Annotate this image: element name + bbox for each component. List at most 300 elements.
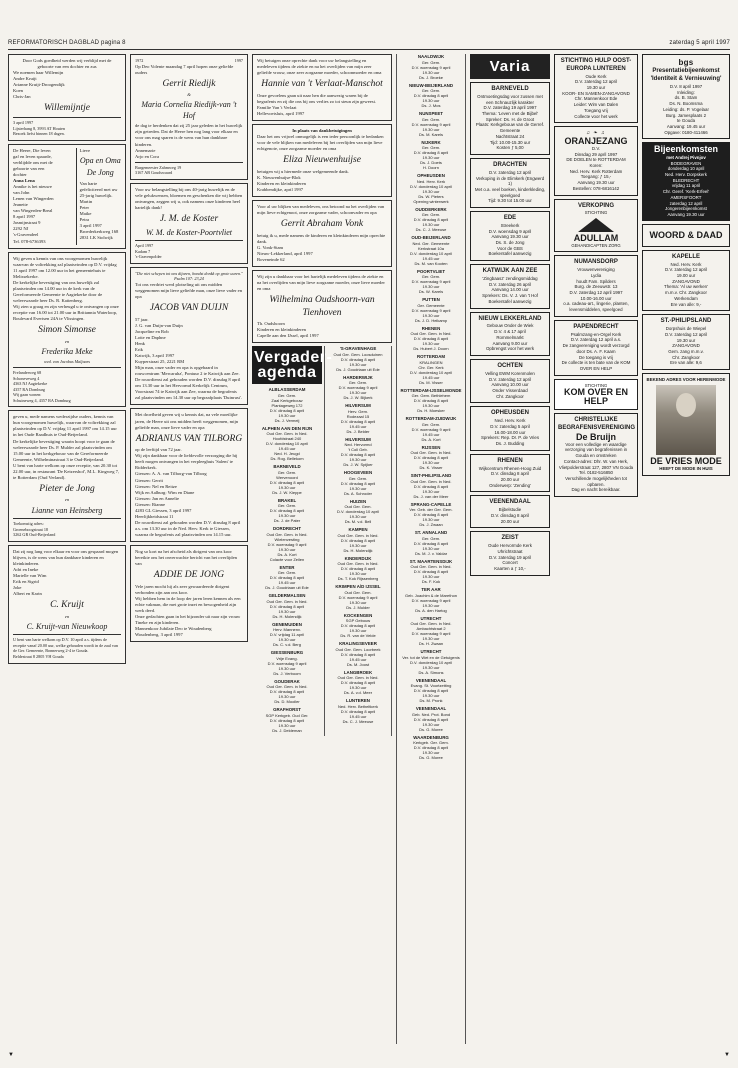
- agenda-entry: [327, 499, 389, 525]
- varia-ad: [470, 359, 550, 403]
- ad-line: ZANGAVOND: [672, 343, 700, 349]
- ad-heading: PAPENDRECHT: [573, 323, 619, 330]
- ad-line: D.V. zaterdag 12 april: [664, 331, 708, 337]
- agenda-place: NIEUW-BEIJERLAND: [408, 82, 454, 88]
- ad-line: BODEGRAVEN: [670, 160, 702, 166]
- agenda-entry: [399, 502, 463, 528]
- agenda-detail: Ger. Gem.: [277, 469, 297, 475]
- agenda-detail: 19.30 uur: [422, 721, 440, 727]
- notice-body: Hellevoetsluis, april 1997: [257, 110, 305, 116]
- notice-body: Daar het ons vrijwel onmogelijk is een ieder persoonlijk te bedanken voor de vele blijken van medeleven bij het overlijden van mijn lieve echtgenote, onze zorgzame moeder en oma: [257, 134, 384, 152]
- agenda-detail: Ds. H. Zwaan: [418, 641, 444, 646]
- agenda-detail: D.V. donderdag 10 april: [410, 369, 452, 375]
- notice-body: J. G. van Duijn-van Duijn: [135, 322, 183, 328]
- agenda-detail: Ger. Gem.: [421, 116, 441, 122]
- ad-line: te Gouda: [676, 118, 696, 124]
- notice-divider: [13, 634, 121, 635]
- notice-right: [76, 148, 121, 245]
- agenda-place: UTRECHT: [420, 649, 442, 654]
- agenda-entry: [399, 530, 463, 556]
- ad-line: Bestellen: 078-6816142: [572, 185, 620, 191]
- agenda-detail: Ds. J. W. Bijkerk: [343, 395, 373, 401]
- agenda-entry: [399, 735, 463, 761]
- agenda-detail: D.V. dinsdag 8 april: [340, 566, 376, 572]
- varia-ad-line: D.V. woensdag 9 april: [488, 228, 532, 234]
- varia-ad-line: Opbrengst voor het werk: [485, 346, 535, 352]
- ad-line: Ds. N. Boomsma: [669, 101, 703, 107]
- notice-body: Voor uw belangstelling bij ons 40-jarig huwelijk en de vele gelukwensen, bloemen en geschenken die wij hebben ontvangen, zeggen wij u, ook namens onze kinderen heel hartelijk dank!: [135, 186, 243, 211]
- notice-split: [13, 148, 121, 245]
- agenda-detail: Ds. J. Mos: [421, 103, 441, 108]
- agenda-detail: D.V. dinsdag 8 april: [413, 455, 449, 460]
- varia-ad-line: D.V. zaterdag 26 april: [488, 281, 532, 287]
- ad-line: Opgave: 0180-411466: [664, 129, 708, 135]
- agenda-detail: 19.45 uur: [349, 656, 367, 662]
- agenda-detail: 19.45 uur: [278, 580, 296, 586]
- agenda-detail: Ds. C. v.d. Berg: [273, 642, 301, 648]
- agenda-detail: Ds. J. Zwaan: [419, 522, 443, 527]
- notice-divider: [13, 367, 121, 368]
- agenda-detail: Ds. M. v.d. Bell: [344, 519, 372, 525]
- notice-body: Voor al uw blijken van medeleven, ons betoond na het overlijden van mijn lieve echtgenoot, onze zorgzame vader, schoonvader en opa: [257, 204, 385, 216]
- col2-notice: [130, 408, 248, 542]
- agenda-detail: Ds. M. J. v. Valdar: [414, 550, 448, 556]
- agenda-detail: Ned. Ger. Gemeente: [412, 240, 450, 246]
- varia-ad-line: Rommelmarkt: [496, 334, 524, 340]
- agenda-detail: 19.30 uur: [349, 361, 367, 367]
- agenda-entry: [252, 593, 322, 619]
- agenda-detail: 19.30 uur: [422, 750, 440, 755]
- varia-ad: [470, 406, 550, 450]
- varia-ad-place: ZEIST: [501, 535, 519, 542]
- agenda-detail: Ds. J. Belder: [346, 428, 370, 434]
- notice-body: Andre Kruijt: [13, 76, 37, 82]
- notice-name: Gerrit Riedijk: [162, 78, 216, 89]
- agenda-entry: [327, 698, 389, 724]
- agenda-detail: Ger. Gem.: [421, 88, 441, 93]
- agenda-place: GOUDERAK: [274, 678, 300, 684]
- agenda-entry: [399, 269, 463, 295]
- col1-notice: [8, 54, 126, 141]
- agenda-detail: D.V. dinsdag 8 april: [413, 398, 449, 403]
- notice-quote: "Die niet schepen tot ons dijaren, hondst donkk op grote uuren.": [135, 270, 243, 276]
- agenda-detail: Ds. M. Joost: [346, 661, 370, 667]
- varia-ad-line: Gebouw Onder de Wiek: [486, 323, 534, 329]
- varia-ad-line: D.V. zaterdag 12 april: [488, 376, 532, 382]
- agenda-entry: [252, 650, 322, 676]
- ad-line: Vrouwenvereniging: [577, 267, 615, 273]
- notice-footer: 3167 AB Goudswaard: [135, 170, 173, 176]
- notice-body: Kinderen en kleinkinderen: [257, 327, 306, 333]
- agenda-detail: 19.45 uur: [422, 255, 440, 261]
- ad-herenmode: [642, 373, 730, 475]
- agenda-place: SPRANG-CAPELLE: [410, 501, 452, 507]
- notice-divider: [135, 162, 243, 163]
- notice-body: Marielle van Wim: [13, 572, 47, 578]
- agenda-detail: Ds. J. Goudriaan uit Ede: [265, 585, 309, 591]
- agenda-place: ROTTERDAM-ZUIDWIJK: [405, 416, 457, 421]
- masthead-date: zaterdag 5 april 1997: [669, 40, 730, 46]
- agenda-entry: [327, 556, 389, 582]
- notice-body: Giessen: Rianne: [135, 501, 165, 507]
- ad-brand: De Bruijn: [575, 431, 616, 442]
- agenda-place: LANGBROEK: [343, 669, 373, 675]
- agenda-detail: D.V. dinsdag 8 april: [340, 480, 376, 486]
- notice-body: Katwijk, 3 april 1997: [135, 352, 175, 358]
- notice-footer: Schoneveweg 4: [13, 375, 40, 381]
- ad-line: Dinsdag 29 april 1997: [574, 151, 618, 157]
- ad-line: donderdag 10 april: [667, 166, 705, 172]
- notice-footer: Beldestraat 8 2805 VH Gouda: [13, 654, 64, 660]
- agenda-detail: Ver. Geb. der Ger. Gem.: [409, 507, 453, 512]
- agenda-detail: Ger. Gem.: [421, 535, 441, 541]
- varia-ad: [470, 531, 550, 575]
- agenda-place: KRIMPEN A/D IJSSEL: [335, 584, 381, 590]
- masthead-left: REFORMATORISCH DAGBLAD pagina 8: [8, 40, 126, 46]
- notice-body: Boveneinde 62: [257, 256, 285, 262]
- agenda-detail: Ned. Herv. Betheltkerk: [338, 703, 378, 709]
- agenda-detail: D.V. woensdag 9 april: [411, 279, 451, 284]
- agenda-detail: D.V. dinsdag 8 april: [413, 483, 449, 489]
- notice-right-line: Maike: [79, 211, 92, 217]
- agenda-place: LUNTEREN: [346, 698, 370, 704]
- agenda-entry: [252, 464, 322, 495]
- agenda-detail: Oud Ger. Gem. in Ned.: [266, 531, 308, 537]
- agenda-detail: Ds. A. Simons: [418, 669, 444, 675]
- agenda-detail: Ds. J. Goudriaan uit Ede: [336, 366, 380, 372]
- ad-line: Ere van alle: 9,-: [670, 301, 702, 307]
- varia-ad-line: Aanvang 19.30 uur: [491, 234, 529, 240]
- notice-footer: Groeneboogstraat 18: [13, 526, 49, 532]
- ad-dark: [642, 142, 730, 220]
- ad-line: Burg. de Zeeuwstr. 13: [574, 284, 618, 290]
- agenda-detail: 19.30 uur: [278, 722, 296, 728]
- agenda-place: OUDDERKERK: [415, 206, 447, 212]
- notice-footer: April 1997: [135, 243, 154, 249]
- agenda-place: KRALINGSEVEER: [339, 641, 377, 647]
- agenda-entry: [327, 403, 389, 434]
- ad-line: Psalmzang-en-Orgel Kerk: [570, 331, 622, 337]
- notice-body: Lotte en Daphne: [135, 334, 166, 340]
- agenda-detail: Geb. Ned. Prot. Bond: [411, 711, 451, 717]
- varia-ad-line: D.V. 4 & 17 april: [494, 329, 526, 335]
- notice-body: Capelle aan den IJssel, april 1997: [257, 333, 319, 339]
- notice-name: Willemijntje: [44, 103, 90, 114]
- agenda-detail: Oud Ger. Gem. in Ned.: [337, 675, 379, 681]
- column-6: [554, 54, 638, 1044]
- varia-ad-line: Tijd: 10.00-15.30 uur: [489, 139, 531, 145]
- notice-body: Adri en Ineke: [13, 566, 39, 572]
- agenda-place: GELDERMALSEN: [268, 593, 306, 599]
- bgs-logo: bgs: [678, 58, 694, 67]
- notice-body: Nieuw-Lekkerland, april 1997: [257, 250, 313, 256]
- varia-ad-place: RHENEN: [497, 457, 523, 464]
- varia-ad-line: Tijd: 9.30 tot 15.00 uur: [488, 198, 532, 204]
- agenda-entry: [399, 706, 463, 732]
- agenda-detail: SGP Kerkgeb. Oud Ger.: [265, 712, 309, 718]
- agenda-detail: Ds. J. Vermeij: [274, 417, 300, 423]
- agenda-entry: [252, 387, 322, 423]
- agenda-detail: Ds. A. den Hartog: [415, 607, 447, 613]
- notice-name: Wilhelmina Oudshoorn-van Tienhoven: [269, 295, 375, 318]
- notice-footer: Schuineweg 4, 4357 RA Domburg: [13, 397, 71, 403]
- agenda-detail: D.V. dinsdag 8 april: [413, 512, 449, 517]
- notice-footer: Frelanderweg 68: [13, 369, 42, 375]
- agenda-place: HUIZEN: [349, 498, 367, 504]
- notice-body: 57 jaar.: [135, 316, 149, 322]
- agenda-detail: 19.30 uur: [422, 693, 440, 698]
- notice-body: Met droefheid geven wij u kennis dat, na vele moeilijke jaren, de Heere uit ons midden heeft weggenomen, mijn geliefde man, onze lieve vader en opa: [135, 412, 239, 430]
- agenda-detail: Ds. Rog. Bellekom: [270, 456, 304, 462]
- agenda-block: [252, 346, 392, 736]
- ad-plain: [554, 255, 638, 317]
- varia-ad-line: D.V. zaterdag 19 april: [488, 554, 532, 560]
- notice-footer: 3 april 1997: [13, 119, 34, 125]
- agenda-entry: [399, 559, 463, 585]
- agenda-detail: 19.30 uur: [349, 571, 367, 577]
- ad-line: Chr. Geref. 'Kerk-Erfeel': [662, 189, 710, 195]
- agenda-detail: Ger. Gem.: [421, 421, 441, 427]
- ad-line: Contact-adres: Dhr. W. van Herk,: [563, 458, 629, 464]
- agenda-place: ST. ANNALAND: [414, 530, 448, 535]
- notice-footer: Bezoek liefst binnen 18 dagen.: [13, 131, 65, 137]
- agenda-detail: Ned. Herv. Kerk: [416, 178, 446, 184]
- notice-footer: U bent van harte welkom op D.V. 10 april a.s. tijdens de receptie vanaf 20.00 uur, welke gehouden wordt in de zaal van de Ger. Gemeente, Bonnerweg 2-4 te Gouda.: [13, 637, 118, 654]
- agenda-detail: 19.30 uur: [422, 488, 440, 494]
- notice-body: Joke: [13, 585, 22, 591]
- varia-ad-line: Bijbelstudie: [498, 507, 522, 513]
- ad-tagline: GEHANDICAPTEN ZORG: [571, 242, 621, 248]
- notice-name: ADRIANUS VAN TILBORG: [135, 433, 243, 444]
- agenda-detail: 19.30 uur: [422, 403, 440, 408]
- ad-line: houdt Fam. Spilders: [576, 278, 616, 284]
- notice-name-2: Frederika Meke: [41, 346, 93, 356]
- agenda-detail: Oud Ger. Gem. in Ned.: [266, 684, 308, 690]
- ad-plain: [642, 314, 730, 370]
- varia-ad-line: D.V. zaterdag 19 april 1997: [483, 105, 537, 111]
- ad-line: D.V. 8 april 1997: [669, 83, 703, 89]
- agenda-detail: 19.30 uur: [278, 637, 296, 643]
- agenda-place: DORDRECHT: [272, 526, 302, 532]
- agenda-detail: 19.30 uur: [422, 98, 440, 103]
- ad-line: D.V. zaterdag 12 april: [664, 267, 708, 273]
- ad-line: D.V. zaterdag 12 april 1997: [569, 289, 623, 295]
- notice-footer: Kadam 7: [135, 248, 151, 254]
- varia-ad-line: Onderwerp: 'Zending': [489, 482, 531, 488]
- ad-line: Leiding: ds. P. Vogelaar: [663, 106, 709, 112]
- varia-ad-line: Ds. J. Budding: [495, 441, 525, 447]
- agenda-detail: D.V. dinsdag 8 april: [340, 680, 376, 686]
- varia-ad-line: D.V. dinsdag 8 april: [491, 512, 529, 518]
- ad-line: Jongerenbijeenkomst: [665, 206, 707, 212]
- agenda-detail: 19.30 uur: [349, 514, 367, 520]
- agenda-place: VEENENDAAL: [415, 706, 447, 711]
- agenda-detail: Herv. Gem.: [347, 408, 369, 414]
- varia-ad-line: Voor de GBS: [497, 245, 523, 251]
- ad-line: Voor een volledige en waardige verzorging van begrafenissen in Gouda en omstreken: [564, 441, 628, 459]
- agenda-detail: D.V. donderdag 10 april: [266, 441, 308, 447]
- agenda-entry: [327, 527, 389, 553]
- agenda-detail: 19.30 uur: [422, 460, 440, 465]
- agenda-entry: [327, 470, 389, 496]
- ad-orn: [554, 126, 638, 195]
- varia-ad-line: Oude Hervormde Kerk: [488, 543, 532, 549]
- col2-notice: [130, 183, 248, 264]
- agenda-detail: 19.30 uur: [278, 546, 296, 552]
- ad-line: Leider: Wim van Dalen: [573, 102, 619, 108]
- agenda-detail: D.V. donderdag 10 april: [337, 509, 379, 515]
- notice-name: ADDIE DE JONG: [153, 570, 225, 581]
- notice-footer: 4357 RA Domburg: [13, 386, 46, 392]
- notice-name: Simon Simonse: [38, 325, 96, 336]
- agenda-detail: Oud Ger. Gem. in Ned.: [410, 621, 452, 626]
- notice-body: Wij zien u graag en zijn verheugd u te ontvangen op onze receptie van 16.00 tot 21.00 uur in Brittannia Waterloop, Boulevard Evertsen 24A te Vlissingen.: [13, 304, 119, 322]
- notice-left-line: van John: [13, 190, 30, 196]
- agenda-detail: Zaal Kerkgebouw: [271, 397, 303, 403]
- agenda-place: NAALDWIJK: [417, 54, 445, 59]
- ad-line: 19.30 uur: [586, 85, 606, 91]
- agenda-detail: 19.30 uur: [422, 188, 440, 194]
- notice-footer: Burgemeester Zahmweg 19: [135, 164, 182, 170]
- varia-ad-place: EDE: [503, 215, 517, 222]
- varia-ad-line: Met o.a. veel boeken, kinderkleding, speelgoed: [474, 186, 546, 198]
- ad-logo: [642, 54, 730, 139]
- varia-ad-place: NIEUW LEKKERLAND: [478, 315, 542, 322]
- agenda-detail: 19.30 uur: [349, 542, 367, 548]
- notice-body: Op Deo Volente maandag 7 april hopen onze geliefde ouders: [135, 63, 234, 75]
- agenda-detail: D.V. dinsdag 8 april: [340, 452, 376, 458]
- varia-ad-line: Thema: 'Leven met de Bijbel': [481, 110, 539, 116]
- varia-ad-line: 20.00 uur: [500, 518, 520, 524]
- notice-right-line: Lieve: [79, 147, 91, 153]
- agenda-detail: 19.30 uur: [422, 284, 440, 289]
- ad-line: Oude Kerk: [585, 73, 607, 79]
- agenda-entry: [399, 616, 463, 647]
- agenda-detail: Ds. C. J. Meeuse: [342, 718, 374, 724]
- notice-body: De rouwdienst zal gehouden worden D.V. dinsdag 8 april om 13.30 uur in het Hervormd Kerkelijk Centrum, Voorstraat 74 te Katwijk aan Zee, waarna de begrafenis zal plaatsvinden om 14.30 uur op begraafplaats 'Duinrust'.: [135, 377, 242, 401]
- agenda-detail: Ds. K. Visser: [419, 465, 443, 470]
- ad-line: Koren:: [589, 163, 603, 168]
- notice-right-line: Peter: [79, 205, 90, 211]
- ad-line: Ned. Herv. Kerk: [670, 261, 702, 267]
- agenda-place: OUD-BEIJERLAND: [411, 235, 451, 240]
- ad-plain: [642, 250, 730, 312]
- notice-body: Albert en Karin: [13, 591, 42, 597]
- ad-line: De collecte is ten bate van de KOM OVER EN HELP: [561, 360, 631, 371]
- notice-divider: [13, 117, 121, 118]
- notice-footer: 4363 NJ Aagtekerke: [13, 381, 48, 387]
- agenda-place: GIESSENBURG: [270, 650, 304, 656]
- agenda-detail: 19.30 uur: [422, 341, 440, 346]
- agenda-place: BRAKEL: [277, 497, 297, 503]
- ad-subheading: met Andrej Pivnjov: [666, 154, 706, 160]
- varia-ad-line: Boekentafel aanwezig: [488, 298, 532, 304]
- agenda-entry: [252, 707, 322, 733]
- agenda-detail: Oud Ger. Gem.: [344, 504, 372, 510]
- agenda-place: KINDERDIJK: [344, 555, 372, 561]
- notice-body: K. Nieuwenhuijse-Blok: [257, 174, 301, 180]
- varia-ad-line: Ds. S. de Jong: [495, 240, 525, 246]
- col1-notice: [8, 545, 126, 664]
- agenda-detail: D.V. dinsdag 8 april: [269, 603, 305, 609]
- notice-intro: geboorte van een dochter en zus: [37, 64, 97, 70]
- notice-body: geven u, mede namens wederzijdse ouders, kennis van hun voorgenomen huwelijk, waarvan de voltrekking zal plaatsvinden op D.V. vrijdag 11 april 1997 om 14.15 uur in het Oude Raadhuis te Oud-Beijerland.: [13, 414, 117, 438]
- agenda-detail: D.V. dinsdag 8 april: [413, 745, 449, 750]
- notice-body: betuigen wij u hiermede onze welgemeende dank.: [257, 168, 349, 174]
- ad-line: Gem. zang m.m.v.: [668, 349, 704, 355]
- agenda-detail: 19.30 uur: [422, 69, 440, 75]
- notice-left-line: 2292 NJ: [13, 226, 29, 232]
- ad-line: Aanvang 19.30 uur: [577, 180, 615, 186]
- agenda-detail: SGP Gebouw: [345, 618, 371, 624]
- agenda-detail: Ds. A. Kort: [421, 436, 441, 442]
- agenda-detail: 19.45 uur: [422, 374, 440, 380]
- notice-name: Gerrit Abraham Vonk: [280, 219, 364, 230]
- column-2: [130, 54, 248, 1044]
- ad-line: De zangvereniging wordt verzorgd door Ds. A. F. Kaam: [562, 343, 630, 354]
- agenda-detail: Ds. J. Deldeman: [272, 727, 302, 733]
- notice-name: Eliza Nieuwenhuijse: [283, 155, 361, 166]
- notice-footer: Lijsterhang 8, 3993 AT Houten: [13, 125, 65, 131]
- varia-ad: [470, 211, 550, 261]
- agenda-detail: D.V. dinsdag 8 april: [413, 688, 449, 693]
- notice-divider: [135, 240, 243, 241]
- notice-left-line: 's-Gravendeel: [13, 232, 39, 238]
- agenda-detail: Ver. tot de Wet en de Getuigenis: [402, 654, 460, 660]
- agenda-detail: Ds. J. Doets: [420, 160, 442, 165]
- notice-body: Chris-Jan: [13, 94, 31, 100]
- agenda-entry: [399, 587, 463, 613]
- ad-plain: [554, 320, 638, 376]
- notice-name-2: C. Kruijt-van Nieuwkoop: [26, 621, 108, 631]
- notice-body: Mijn man, onze vader en opa is opgebaard in rouwcentrum 'Mercaruha', Pontuur 2 te Katwijk aan Zee.: [135, 365, 240, 377]
- masthead: [8, 40, 730, 50]
- agenda-detail: Ger. Gem.: [277, 503, 297, 509]
- agenda-detail: Oud Ger. Gem. in Ned.: [337, 532, 379, 538]
- notice-body: Wij hebben hem in de loop der jaren leren kennen als een echte vakman, die met grote inzet en bewogenheid zijn werk deed.: [135, 595, 241, 614]
- agenda-detail: 't Coll Geb.: [348, 447, 368, 453]
- agenda-entry: [399, 326, 463, 352]
- agenda-detail: D.V. woensdag 9 april: [411, 121, 451, 127]
- agenda-place: GRAFHORST: [273, 707, 301, 713]
- ad-tagline: HEEFT DE MODE IN HUIS: [659, 465, 713, 471]
- agenda-detail: 19.45 uur: [349, 423, 367, 429]
- agenda-detail: Ds. M. Pronk: [419, 698, 443, 703]
- varia-ad-line: Sprekers: Rep. Dr. P. de Vries: [480, 435, 540, 441]
- notice-left-line: geboorte van een: [13, 165, 45, 171]
- agenda-entry: [327, 375, 389, 401]
- footer-mark-right: ▼: [724, 1052, 730, 1058]
- varia-ad-line: Spreker: Ds. H. de Groot: [485, 116, 535, 122]
- agenda-detail: 19.30 uur: [422, 155, 440, 160]
- col1-notice: [8, 410, 126, 541]
- notice-body: Koen: [13, 88, 23, 94]
- varia-ad-line: Concert: [502, 560, 518, 566]
- agenda-entry: [252, 622, 322, 648]
- notice-right-line: Martin: [79, 198, 93, 204]
- agenda-detail: D.V. woensdag 9 april: [338, 385, 378, 391]
- agenda-detail: Rodezaal 15: [346, 413, 370, 419]
- col3-notice: [252, 270, 392, 343]
- ad-heading: STICHTING HULP OOST-EUROPA LUNTEREN: [560, 58, 632, 72]
- notice-body: Jacqueline en Rob: [135, 328, 169, 334]
- agenda-detail: D.V. woensdag 9 april: [411, 426, 451, 432]
- ad-line: Chr. Zangkoor: [672, 354, 700, 360]
- agenda-detail: D.V. dinsdag 8 april: [269, 508, 305, 514]
- ad-brand: WOORD & DAAD: [649, 229, 723, 240]
- agenda-place: RHENEN: [421, 325, 441, 331]
- agenda-place: KAMPEN: [348, 527, 368, 533]
